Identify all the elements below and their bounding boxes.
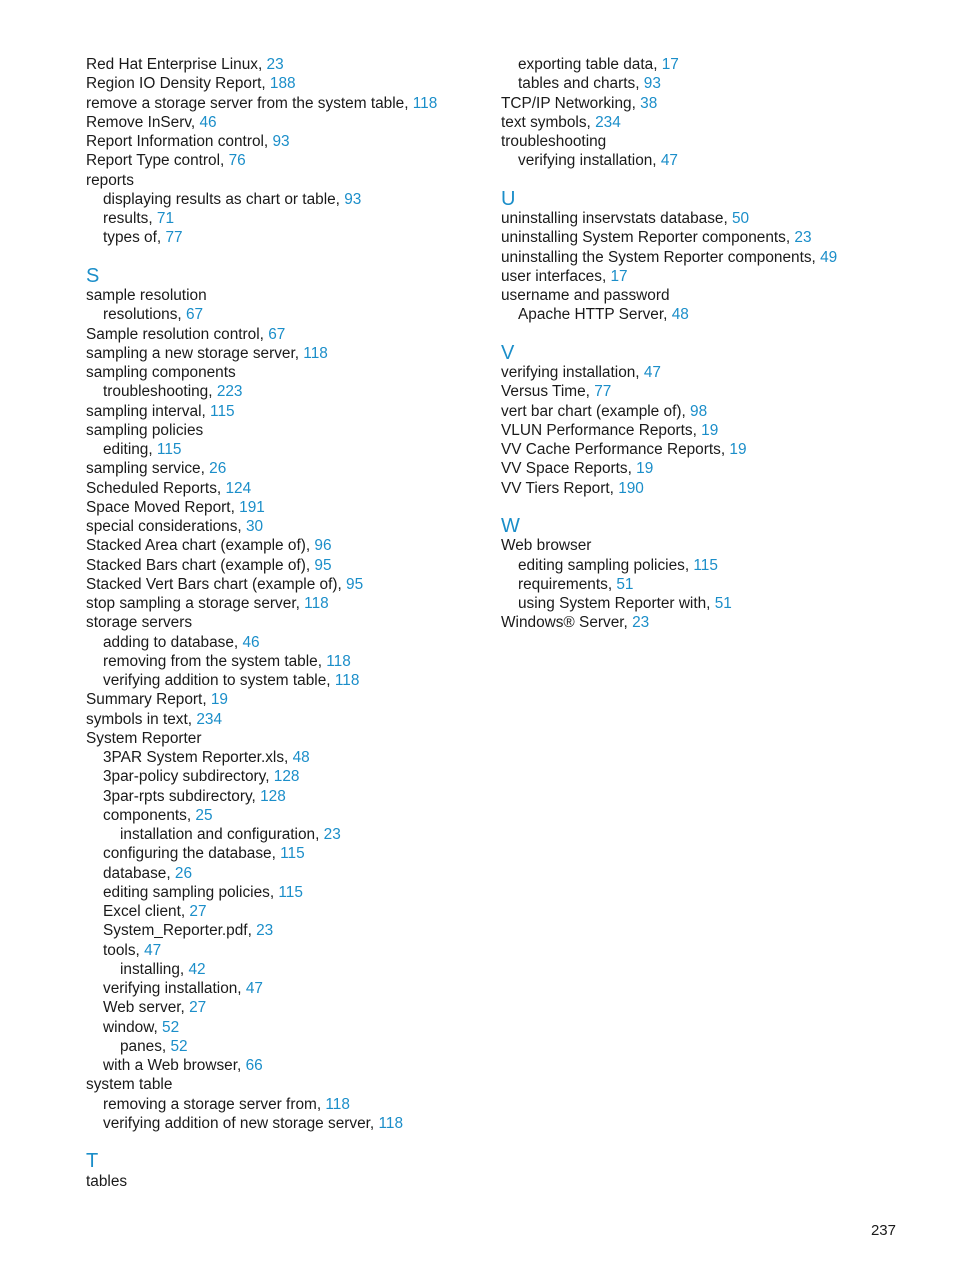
index-column-right <box>501 55 921 633</box>
index-entry <box>501 286 921 305</box>
index-entry-term: System_Reporter.pdf, <box>103 922 257 940</box>
index-entry-term: stop sampling a storage server, <box>86 595 305 612</box>
page-reference-link[interactable]: 23 <box>266 56 284 73</box>
index-entry-term: adding to database, <box>103 633 243 651</box>
page-reference-link[interactable]: 96 <box>314 537 332 555</box>
index-entry <box>501 74 921 93</box>
index-entry <box>86 536 486 555</box>
page-reference-link[interactable]: 19 <box>701 421 719 439</box>
index-entry <box>86 921 486 940</box>
index-entry-term: Stacked Vert Bars chart (example of), <box>86 575 347 593</box>
index-entry-term: symbols in text, <box>86 710 197 728</box>
index-entry <box>86 1018 486 1037</box>
index-entry <box>86 498 486 517</box>
index-entry-term: reports <box>86 171 134 189</box>
index-entry <box>86 613 486 632</box>
index-entry-term: configuring the database, <box>103 845 281 863</box>
page-reference-link[interactable]: 25 <box>195 806 213 824</box>
index-entry <box>86 825 486 844</box>
page-reference-link[interactable]: 48 <box>292 749 310 766</box>
index-entry-term: 3par-policy subdirectory, <box>103 768 274 786</box>
page-reference-link[interactable]: 51 <box>616 575 634 593</box>
index-entry <box>86 883 486 902</box>
index-entry-term: panes, <box>120 1037 171 1055</box>
index-entry <box>86 1114 486 1133</box>
index-entry <box>86 902 486 921</box>
page-reference-link[interactable]: 47 <box>144 941 162 959</box>
index-entry <box>86 806 486 825</box>
index-entry <box>501 594 921 613</box>
index-entry-term: verifying installation, <box>501 364 644 381</box>
index-entry-term: editing sampling policies, <box>103 883 279 901</box>
page-reference-link[interactable]: 38 <box>640 94 658 112</box>
index-section-letter: W <box>501 515 520 537</box>
page-reference-link[interactable]: 27 <box>189 903 207 920</box>
index-entry <box>501 94 921 113</box>
index-entry <box>86 209 486 228</box>
page-reference-link[interactable]: 47 <box>245 980 263 997</box>
index-entry-term: sample resolution <box>86 287 207 304</box>
page-reference-link[interactable]: 95 <box>346 575 364 593</box>
index-entry <box>86 979 486 998</box>
page-reference-link[interactable]: 124 <box>225 479 252 497</box>
index-entry-term: Windows® Server, <box>501 614 633 632</box>
index-entry <box>86 652 486 671</box>
index-entry-term: Stacked Bars chart (example of), <box>86 556 315 574</box>
index-entry <box>86 844 486 863</box>
index-entry <box>86 382 486 401</box>
page-reference-link[interactable]: 188 <box>269 75 296 93</box>
page-reference-link[interactable]: 118 <box>378 1114 404 1132</box>
page-number: 237 <box>870 1222 896 1239</box>
index-entry-term: removing a storage server from, <box>103 1095 326 1113</box>
index-entry-term: text symbols, <box>501 113 596 131</box>
page-reference-link[interactable]: 128 <box>273 768 300 786</box>
index-entry <box>86 171 486 190</box>
index-entry-term: database, <box>103 864 175 882</box>
index-entry <box>86 421 486 440</box>
page-reference-link[interactable]: 115 <box>210 402 235 420</box>
index-entry-term: sampling components <box>86 364 236 381</box>
index-entry <box>86 960 486 979</box>
page-reference-link[interactable]: 26 <box>174 864 193 882</box>
page-reference-link[interactable]: 50 <box>732 210 750 227</box>
page-reference-link[interactable]: 234 <box>595 113 621 131</box>
page-reference-link[interactable]: 67 <box>185 306 204 324</box>
page-reference-link[interactable]: 223 <box>216 383 243 401</box>
index-entry <box>501 613 921 632</box>
index-entry <box>501 151 921 170</box>
index-entry <box>86 190 486 209</box>
page-reference-link[interactable]: 48 <box>671 306 689 324</box>
index-entry-term: uninstalling System Reporter components, <box>501 229 795 247</box>
index-entry-term: Web server, <box>103 999 190 1017</box>
page-reference-link[interactable]: 93 <box>643 75 661 93</box>
index-entry-term: VLUN Performance Reports, <box>501 421 702 439</box>
index-entry <box>86 459 486 478</box>
index-entry-term: editing sampling policies, <box>518 556 694 574</box>
index-entry-term: TCP/IP Networking, <box>501 94 641 112</box>
index-entry-term: resolutions, <box>103 306 186 324</box>
index-entry-term: Report Type control, <box>86 152 229 170</box>
index-entry <box>86 575 486 594</box>
page-reference-link[interactable]: 118 <box>304 595 329 612</box>
index-entry-term: special considerations, <box>86 518 246 535</box>
page-reference-link[interactable]: 47 <box>660 152 678 170</box>
page-reference-link[interactable]: 66 <box>245 1057 263 1074</box>
index-entry-term: verifying installation, <box>518 152 661 170</box>
page-reference-link[interactable]: 115 <box>280 845 305 863</box>
index-entry-term: Web browser <box>501 537 592 555</box>
index-entry <box>501 267 921 286</box>
index-entry <box>86 151 486 170</box>
index-entry <box>86 479 486 498</box>
index-entry <box>501 248 921 267</box>
index-entry <box>86 132 486 151</box>
index-entry-term: storage servers <box>86 614 193 632</box>
page-reference-link[interactable]: 77 <box>594 383 612 401</box>
index-entry-term: system table <box>86 1076 173 1094</box>
index-entry-term: editing, <box>103 441 157 458</box>
index-entry <box>501 556 921 575</box>
page-reference-link[interactable]: 51 <box>714 595 732 612</box>
page-reference-link[interactable]: 23 <box>632 614 650 632</box>
index-entry <box>86 1056 486 1075</box>
index-entry <box>86 941 486 960</box>
index-section-letter: U <box>501 187 516 210</box>
page-reference-link[interactable]: 46 <box>242 633 260 651</box>
index-entry <box>501 479 921 498</box>
index-entry <box>501 113 921 132</box>
page-reference-link[interactable]: 27 <box>189 999 207 1017</box>
index-entry <box>86 1075 486 1094</box>
index-entry-term: verifying installation, <box>103 980 246 997</box>
index-entry-term: Region IO Density Report, <box>86 75 270 93</box>
index-entry-term: window, <box>103 1018 163 1036</box>
page-reference-link[interactable]: 19 <box>210 691 228 709</box>
index-entry <box>501 402 921 421</box>
index-section-letter: T <box>86 1150 99 1173</box>
index-entry <box>86 556 486 575</box>
index-entry-term: username and password <box>501 287 670 304</box>
page-reference-link[interactable]: 17 <box>661 56 679 73</box>
index-entry-term: Space Moved Report, <box>86 498 240 516</box>
page-reference-link[interactable]: 190 <box>618 479 644 497</box>
index-entry-term: sampling interval, <box>86 402 211 420</box>
index-section-letter: S <box>86 264 100 287</box>
index-entry <box>86 594 486 613</box>
index-entry <box>501 305 921 324</box>
index-entry-term: Remove InServ, <box>86 113 200 131</box>
index-entry-term: vert bar chart (example of), <box>501 402 691 420</box>
index-entry <box>86 710 486 729</box>
index-entry <box>86 517 486 536</box>
page-reference-link[interactable]: 17 <box>610 267 628 285</box>
index-entry-term: requirements, <box>518 575 617 593</box>
index-entry-term: Red Hat Enterprise Linux, <box>86 56 267 73</box>
index-entry-term: types of, <box>103 229 166 247</box>
page-reference-link[interactable]: 234 <box>196 710 223 728</box>
page-reference-link[interactable]: 47 <box>643 364 661 381</box>
index-entry-term: troubleshooting <box>501 133 607 150</box>
index-section-letter: V <box>501 341 515 364</box>
index-entry-term: VV Tiers Report, <box>501 479 619 497</box>
index-entry-term: System Reporter <box>86 729 202 747</box>
index-entry-term: Sample resolution control, <box>86 325 269 343</box>
page-reference-link[interactable]: 118 <box>334 672 360 689</box>
index-entry <box>86 748 486 767</box>
page-reference-link[interactable]: 77 <box>165 229 183 247</box>
index-entry-term: tables <box>86 1172 128 1190</box>
page-reference-link[interactable]: 95 <box>314 556 332 574</box>
index-entry <box>86 363 486 382</box>
page-reference-link[interactable]: 128 <box>260 787 286 805</box>
index-entry-term: installation and configuration, <box>120 826 324 843</box>
index-entry <box>501 382 921 401</box>
page-reference-link[interactable]: 115 <box>693 556 718 574</box>
index-entry-term: with a Web browser, <box>103 1057 246 1074</box>
index-entry <box>86 729 486 748</box>
index-entry <box>86 787 486 806</box>
index-entry <box>86 325 486 344</box>
index-entry-term: remove a storage server from the system table, <box>86 94 413 112</box>
index-entry <box>86 55 486 74</box>
index-entry-term: Excel client, <box>103 903 190 920</box>
index-entry <box>86 690 486 709</box>
page-reference-link[interactable]: 67 <box>268 325 286 343</box>
page-reference-link[interactable]: 115 <box>156 441 182 458</box>
page-reference-link[interactable]: 19 <box>729 441 747 458</box>
index-entry <box>86 1172 486 1191</box>
index-entry <box>501 440 921 459</box>
index-entry <box>501 363 921 382</box>
index-entry-term: uninstalling the System Reporter components, <box>501 248 821 266</box>
index-entry <box>86 344 486 363</box>
index-entry-term: sampling service, <box>86 460 210 478</box>
index-entry-term: troubleshooting, <box>103 383 217 401</box>
index-entry-term: tables and charts, <box>518 75 644 93</box>
index-entry-term: sampling a new storage server, <box>86 344 304 362</box>
page-reference-link[interactable]: 93 <box>272 133 290 150</box>
page-reference-link[interactable]: 42 <box>188 960 206 978</box>
index-entry <box>86 767 486 786</box>
index-entry-term: Summary Report, <box>86 691 211 709</box>
index-entry <box>86 864 486 883</box>
index-entry <box>501 55 921 74</box>
index-entry-term: verifying addition of new storage server, <box>103 1114 379 1132</box>
page-reference-link[interactable]: 118 <box>303 344 328 362</box>
page-reference-link[interactable]: 46 <box>199 113 217 131</box>
index-entry-term: displaying results as chart or table, <box>103 190 345 208</box>
index-entry-term: removing from the system table, <box>103 652 327 670</box>
index-entry <box>501 209 921 228</box>
page-reference-link[interactable]: 52 <box>162 1018 180 1036</box>
page-reference-link[interactable]: 76 <box>228 152 246 170</box>
index-entry <box>86 286 486 305</box>
index-entry-term: user interfaces, <box>501 267 611 285</box>
index-entry-term: VV Space Reports, <box>501 460 637 478</box>
index-entry <box>501 536 921 555</box>
index-entry-term: VV Cache Performance Reports, <box>501 441 730 458</box>
page-reference-link[interactable]: 115 <box>278 883 303 901</box>
index-entry-term: sampling policies <box>86 421 204 439</box>
index-entry <box>86 440 486 459</box>
index-entry <box>86 113 486 132</box>
index-entry <box>86 74 486 93</box>
page-reference-link[interactable]: 191 <box>239 498 265 516</box>
index-entry-term: Versus Time, <box>501 383 595 401</box>
index-entry <box>501 132 921 151</box>
index-entry <box>501 421 921 440</box>
page-reference-link[interactable]: 23 <box>256 922 274 940</box>
index-entry-term: 3par-rpts subdirectory, <box>103 787 261 805</box>
index-entry-term: uninstalling inservstats database, <box>501 210 732 227</box>
index-entry-term: components, <box>103 806 196 824</box>
page-reference-link[interactable]: 30 <box>245 518 264 535</box>
index-entry-term: Apache HTTP Server, <box>518 306 672 324</box>
page-reference-link[interactable]: 52 <box>170 1037 188 1055</box>
index-entry <box>86 998 486 1017</box>
index-entry <box>86 633 486 652</box>
index-entry <box>86 1037 486 1056</box>
index-entry-term: tools, <box>103 941 145 959</box>
page-reference-link[interactable]: 19 <box>636 460 654 478</box>
page-reference-link[interactable]: 49 <box>820 248 838 266</box>
index-entry-term: exporting table data, <box>518 56 662 73</box>
page-reference-link[interactable]: 23 <box>323 826 341 843</box>
page-reference-link[interactable]: 118 <box>325 1095 350 1113</box>
page-reference-link[interactable]: 26 <box>209 460 227 478</box>
index-entry-term: results, <box>103 210 157 227</box>
index-entry <box>501 459 921 478</box>
index-entry <box>86 94 486 113</box>
index-entry-term: Scheduled Reports, <box>86 479 226 497</box>
index-entry <box>501 575 921 594</box>
index-entry <box>86 305 486 324</box>
index-entry <box>501 228 921 247</box>
page-reference-link[interactable]: 93 <box>344 190 362 208</box>
index-entry-term: installing, <box>120 960 189 978</box>
page-reference-link[interactable]: 98 <box>690 402 708 420</box>
index-column-left <box>86 55 486 1191</box>
index-entry <box>86 671 486 690</box>
index-entry-term: Report Information control, <box>86 133 273 150</box>
index-entry-term: verifying addition to system table, <box>103 672 335 689</box>
page-reference-link[interactable]: 118 <box>412 94 438 112</box>
page-reference-link[interactable]: 23 <box>794 229 812 247</box>
index-entry-term: using System Reporter with, <box>518 595 715 612</box>
page-reference-link[interactable]: 118 <box>326 652 351 670</box>
page-reference-link[interactable]: 71 <box>156 210 175 227</box>
index-entry <box>86 1095 486 1114</box>
index-entry-term: 3PAR System Reporter.xls, <box>103 749 293 766</box>
index-entry <box>86 402 486 421</box>
index-entry <box>86 228 486 247</box>
index-entry-term: Stacked Area chart (example of), <box>86 537 315 555</box>
